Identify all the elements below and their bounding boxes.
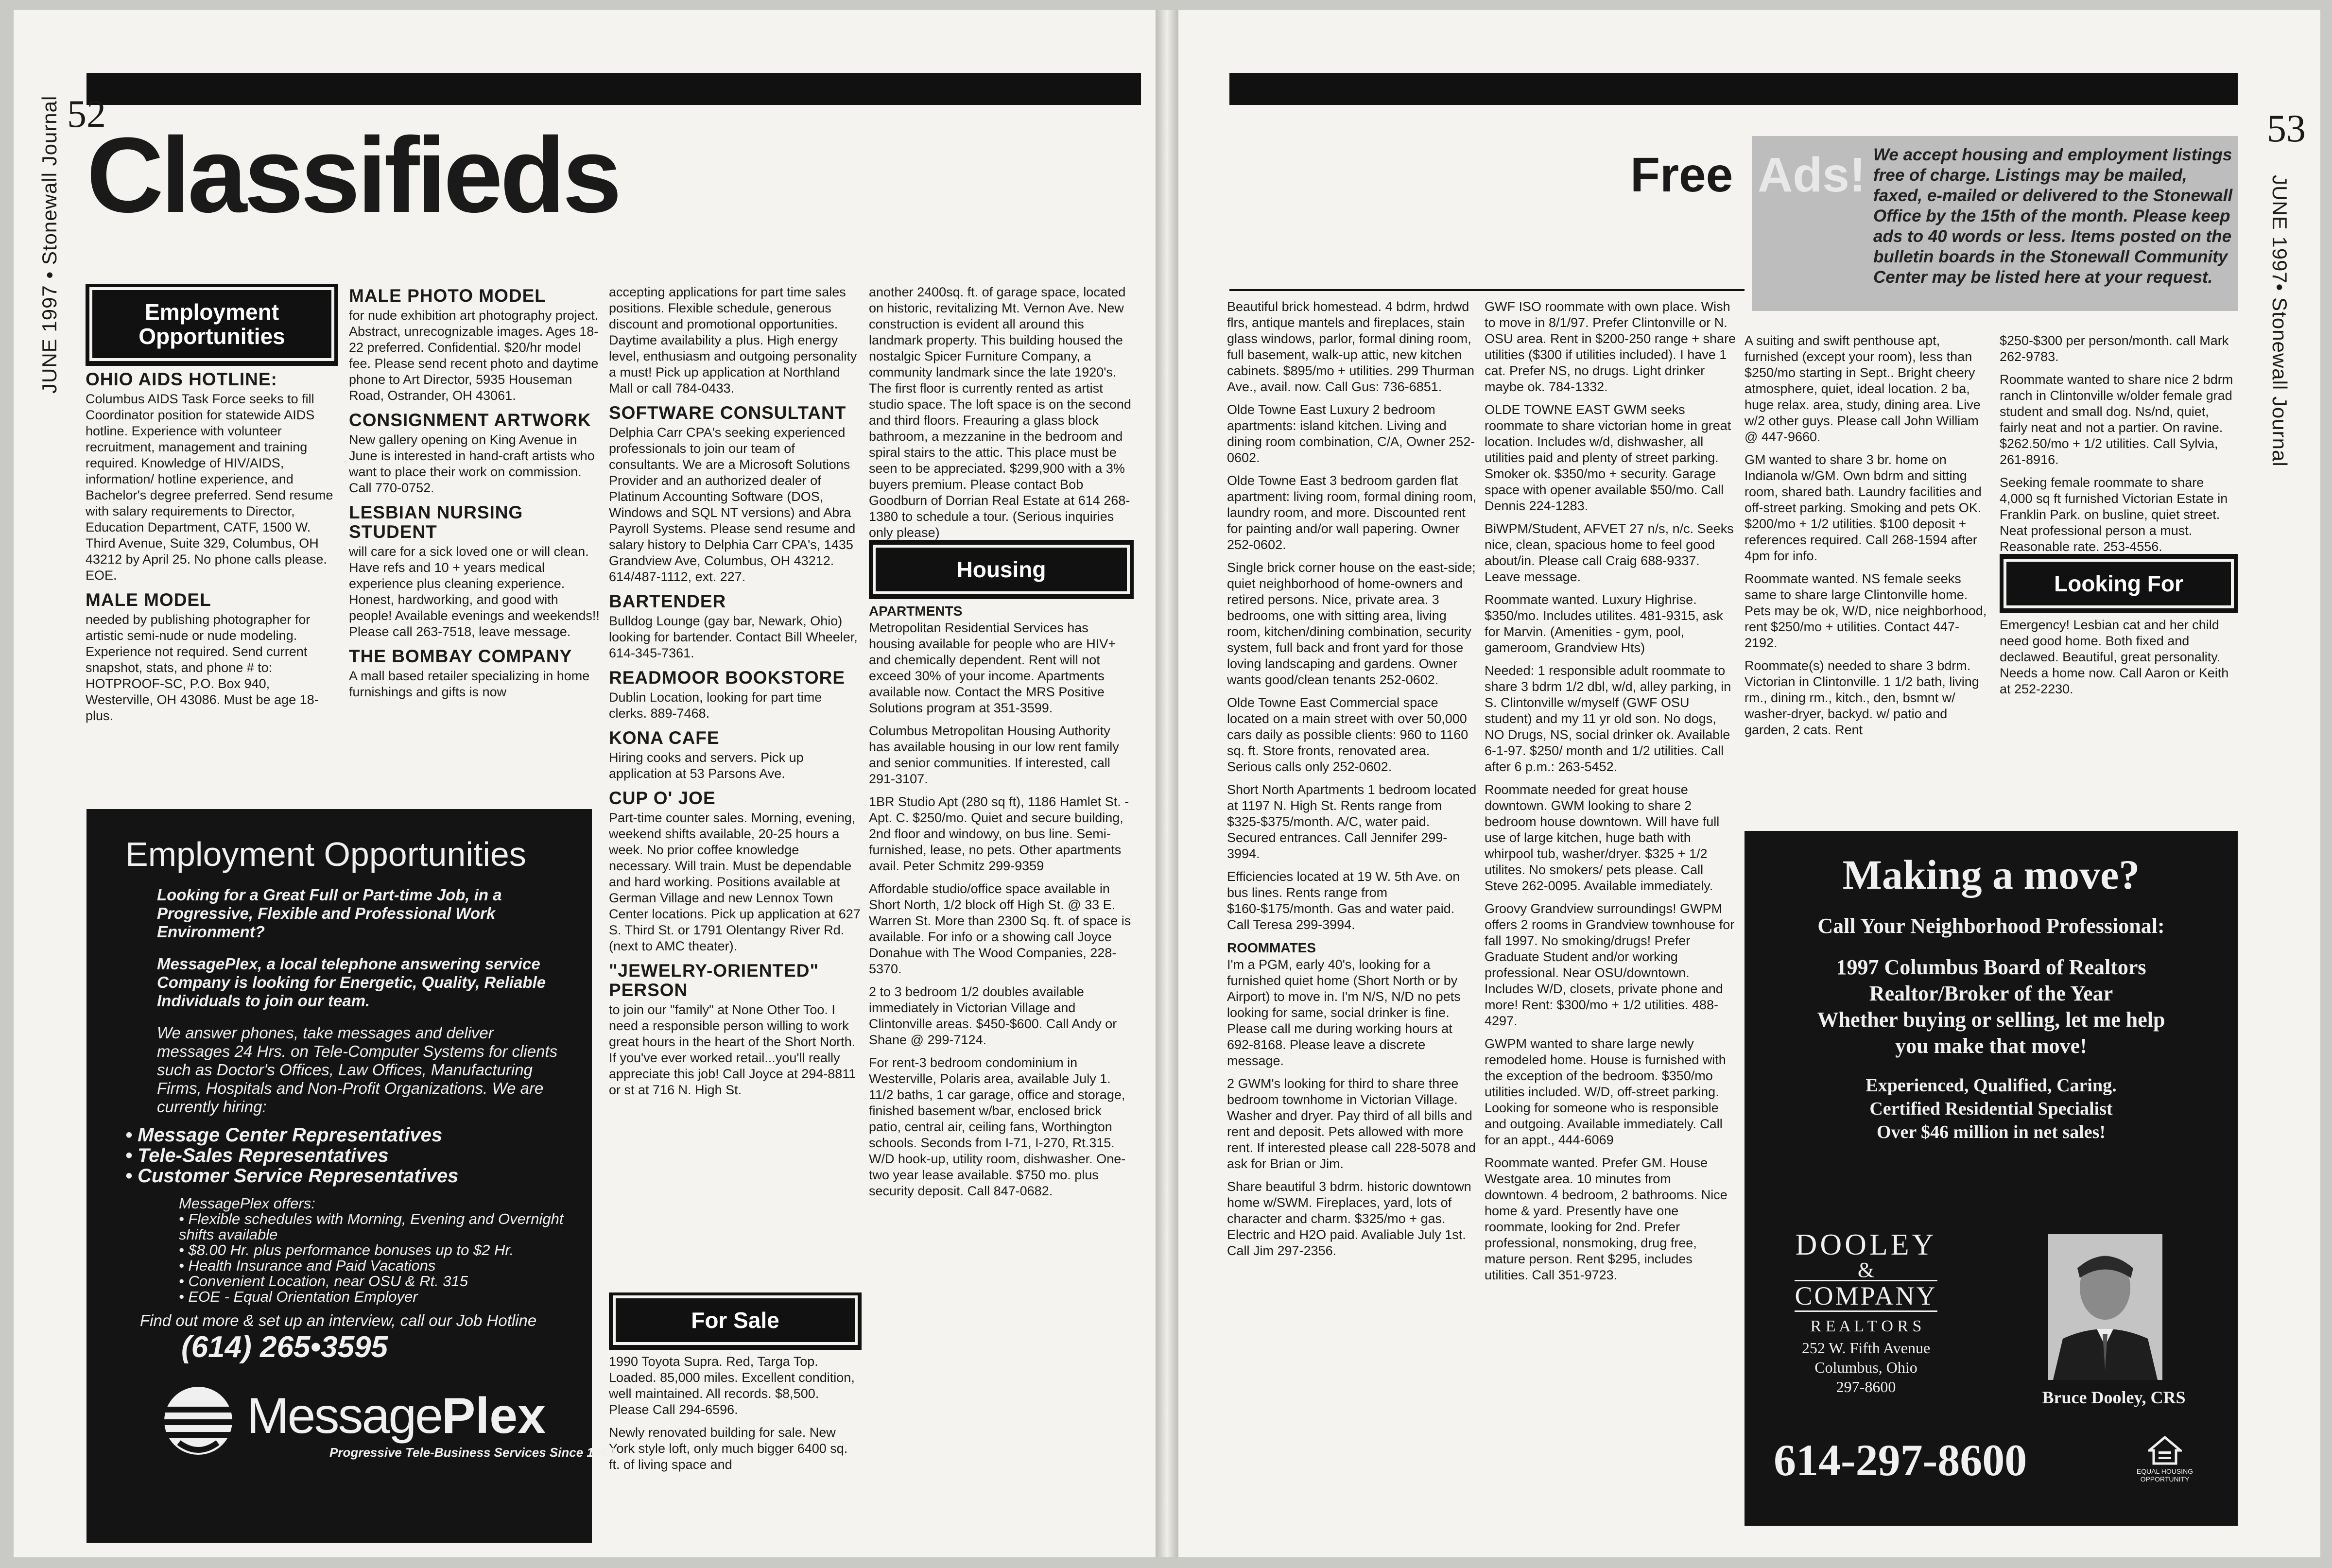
messageplex-globe-icon: [159, 1384, 237, 1457]
messageplex-logo: [125, 1384, 615, 1460]
section-for-sale: For Sale: [616, 1298, 855, 1342]
realtor-phone: 614-297-8600: [1774, 1435, 2027, 1485]
firm-phone: 297-8600: [1836, 1378, 1896, 1396]
ads-label: Ads!: [1758, 148, 1866, 202]
realtor-firm-logo: [1788, 1229, 1944, 1396]
firm-address: 252 W. Fifth Avenue: [1801, 1339, 1931, 1357]
ad-text: Roommate wanted to share nice 2 bdrm ranch in Clintonville w/older female grad student and small dog. Ns/nd, quiet, fairly neat and not a partier. On ravine. $262.50/mo + 1/2 utilities. Call Sylvia, 261-8916.: [2000, 372, 2233, 467]
left-col-4: [869, 284, 1134, 1543]
ad-text: Part-time counter sales. Morning, evening, weekend shifts available, 20-25 hours a week. No prior coffee knowledge necessary. Will train. Must be dependable and hard working. Positions available at German Village and new Lennox Town Center locations. Pick up application at 627 S. Third St. or 1791 Olentangy River Rd. (next to AMC theater).: [609, 810, 861, 953]
firm-city: Columbus, Ohio: [1814, 1359, 1917, 1376]
logo-text-b: Plex: [442, 1388, 546, 1444]
realtor-line: you make that move!: [1895, 1034, 2087, 1058]
page-number: 52: [67, 93, 106, 136]
ad-text: Affordable studio/office space available in Short North, 1/2 block off High St. @ 33 E. Warren St. More than 2300 Sq. ft. of space is available. For info or a showing call Joyce Donahue with The Wood Companies, 228-5370.: [869, 881, 1131, 976]
ad-heading: READMOOR BOOKSTORE: [609, 668, 846, 688]
ad-text: 1BR Studio Apt (280 sq ft), 1186 Hamlet St. - Apt. C. $250/mo. Quiet and secure building, 2nd floor and windowy, on bus line. Semi-furnished, lease, no pets. Other apartments avail. Peter Schmitz 299-9359: [869, 794, 1129, 873]
ad-text: Columbus Metropolitan Housing Authority has available housing in our low rent family and senior communities. If interested, call 291-3107.: [869, 724, 1119, 786]
ad-text: Groovy Grandview surroundings! GWPM offers 2 rooms in Grandview townhouse for fall 1997. No smoking/drugs! Prefer Graduate Student and/or working professional. Near OSU/downtown. Includes W/D, closets, private phone and more! Rent: $300/mo + 1/2 utilities. 488-4297.: [1485, 901, 1735, 1028]
ad-heading: MALE PHOTO MODEL: [349, 286, 546, 306]
position-item: • Tele-Sales Representatives: [125, 1145, 389, 1166]
ad-text: Hiring cooks and servers. Pick up application at 53 Parsons Ave.: [609, 750, 804, 781]
ad-text: 2 to 3 bedroom 1/2 doubles available immediately in Victorian Village and Clintonville areas. $450-$600. Call Andy or Shane @ 299-7124.: [869, 984, 1117, 1047]
realtor-line: Realtor/Broker of the Year: [1869, 982, 2113, 1005]
ad-text: Dublin Location, looking for part time clerks. 889-7468.: [609, 690, 822, 721]
divider: [1229, 289, 1745, 291]
page-title: Classifieds: [86, 115, 619, 235]
firm-name-2: COMPANY: [1795, 1280, 1937, 1312]
ad-text: needed by publishing photographer for artistic semi-nude or nude modeling. Experience not required. Send current snapshot, stats, and phone # to: HOTPROOF-SC, P.O. Box 940, Westerville, OH 43086. Must be age 18-plus.: [86, 612, 319, 723]
realtor-line: Experienced, Qualified, Caring.: [1866, 1075, 2117, 1096]
ad-text: Newly renovated building for sale. New York style loft, only much bigger 6400 sq. ft. of living space and: [609, 1425, 848, 1472]
ad-text: GWF ISO roommate with own place. Wish to move in 8/1/97. Prefer Clintonville or N. OSU area. Rent in $200-250 range + share utilities ($300 if utilities included). I have 1 cat. Prefer NS, no drugs. Light drinker maybe ok. 784-1332.: [1485, 299, 1736, 394]
realtor-line: Over $46 million in net sales!: [1876, 1122, 2106, 1142]
realtor-headline: Making a move?: [1842, 851, 2140, 898]
ad-text: Roommate needed for great house downtown. GWM looking to share 2 bedroom house downtown. Will have full use of large kitchen, huge bath with whirpool tub, washer/dryer. $325 + 1/2 utilites. No smokers/ pets please. Call Steve 262-0095. Available immediately.: [1485, 782, 1720, 893]
logo-tagline: Progressive Tele-Business Services Since 1960: [329, 1445, 615, 1460]
ad-text: Metropolitan Residential Services has housing available for people who are HIV+ and chemically dependent. Rent will not exceed 30% of your income. Apartments available now. Contact the MRS Positive Solutions program at 351-3599.: [869, 620, 1116, 715]
ad-text: Single brick corner house on the east-side; quiet neighborhood of home-owners and retired persons. Nice, private area. 3 bedrooms, one with sitting area, living room, kitchen/dining combination, security system, full back and front yard for those loving landscaping and gardens. Owner wants good/clean tenants 252-0602.: [1227, 560, 1476, 687]
logo-text-a: Message: [247, 1388, 442, 1444]
notice-text: We accept housing and employment listings free of charge. Listings may be mailed, faxed, e-mailed or delivered to the Stonewall Office by the 15th of the month. Please keep ads to 40 words or less. Items posted on the bulletin boards in the Stonewall Community Center may be listed here at your request.: [1873, 145, 2233, 287]
ad-text: Seeking female roommate to share 4,000 sq ft furnished Victorian Estate in Franklin Park. on busline, quiet street. Neat professional person a must. Reasonable rate. 253-4556.: [2000, 475, 2228, 554]
realtor-line: Certified Residential Specialist: [1869, 1099, 2113, 1119]
ad-text: Roommate(s) needed to share 3 bdrm. Victorian in Clintonville. 1 1/2 bath, living rm., dining rm., kitch., den, bsmnt w/ washer-dryer, backyd. w/ patio and garden, 2 cats. Rent: [1745, 658, 1979, 737]
offer-item: • EOE - Equal Orientation Employer: [179, 1288, 418, 1305]
ad-text: GWPM wanted to share large newly remodeled home. House is furnished with the exception of the bedroom. $350/mo utilities included. W/D, off-street parking. Looking for someone who is responsible and outgoing. Available immediately. Call for an appt., 444-6069: [1485, 1036, 1726, 1147]
left-col-2: [349, 284, 602, 794]
offer-item: • Convenient Location, near OSU & Rt. 315: [179, 1273, 468, 1290]
ad-text: A suiting and swift penthouse apt, furnished (except your room), less than $250/mo starting in Sept.. Bright cheery atmosphere, quiet, ideal location. 2 ba, huge relax. area, study, dining area. Live w/2 other guys. Please call John William @ 447-9660.: [1745, 333, 1981, 444]
housing-subhead: APARTMENTS: [869, 603, 963, 619]
ad-text: Short North Apartments 1 bedroom located at 1197 N. High St. Rents range from $325-$375/month. A/C, water paid. Secured entrances. Call Jennifer 299-3994.: [1227, 782, 1477, 861]
ad-heading: THE BOMBAY COMPANY: [349, 646, 572, 666]
for-sale-block: [609, 1292, 862, 1540]
top-rule-bar: [1229, 73, 2238, 105]
ad-text: I'm a PGM, early 40's, looking for a furnished quiet home (Short North or by Airport) to move in. I'm N/S, N/D no pets looking for same, social drinker is fine. Please call me during working hours at 692-8168. Please leave a discrete message.: [1227, 957, 1461, 1068]
ad-desc: MessagePlex, a local telephone answering service Company is looking for Energetic, Quality, Reliable Individuals to join our team.: [157, 955, 546, 1010]
ad-text: 2 GWM's looking for third to share three bedroom townhome in Victorian Village. Washer and dryer. Pay third of all bills and rent and deposit. Pets allowed with more rent. If interested please call 228-5078 and ask for Brian or Jim.: [1227, 1076, 1476, 1171]
ad-heading: BARTENDER: [609, 591, 726, 611]
ad-text: New gallery opening on King Avenue in June is interested in hand-craft artists who want to place their work on commission. Call 770-0752.: [349, 432, 595, 495]
page-number: 53: [2267, 107, 2306, 150]
ad-text: Roommate wanted. Prefer GM. House Westgate area. 10 minutes from downtown. 4 bedroom, 2 bathrooms. Nice home & yard. Presently have one roommate, looking for 2nd. Prefer professional, nonsmoking, drug free, mature person. Rent $295, includes utilities. Call 351-9723.: [1485, 1155, 1727, 1282]
ad-phone: (614) 265•3595: [181, 1330, 388, 1364]
ad-desc-2: We answer phones, take messages and deliver messages 24 Hrs. on Tele-Computer Systems for clients such as Doctor's Offices, Law Offices, Manufacturing Firms, Hospitals and Non-Profit Organizations. We are currently hiring:: [157, 1024, 558, 1116]
ad-heading: CUP O' JOE: [609, 788, 716, 808]
agent-photo: [2048, 1234, 2162, 1380]
free-label: Free: [1630, 148, 1733, 202]
ad-text: will care for a sick loved one or will clean. Have refs and 10 + years medical experience plus cleaning experience. Honest, hardworking, and good with people! Available evenings and weekends!! Please call 263-7518, leave message.: [349, 544, 600, 639]
ad-text: Bulldog Lounge (gay bar, Newark, Ohio) looking for bartender. Contact Bill Wheeler, 614-345-7361.: [609, 614, 858, 660]
ad-text: OLDE TOWNE EAST GWM seeks roommate to share victorian home in great location. Includes w/d, dishwasher, all utilities paid and plenty of street parking. Smoker ok. $350/mo + security. Garage space with opener available $50/mo. Call Dennis 224-1283.: [1485, 402, 1731, 513]
ad-text: $250-$300 per person/month. call Mark 262-9783.: [2000, 333, 2229, 364]
eho-text: EQUAL HOUSING OPPORTUNITY: [2136, 1467, 2194, 1483]
realtor-line: Whether buying or selling, let me help: [1817, 1008, 2165, 1032]
agent-portrait-icon: [2048, 1234, 2162, 1380]
ad-intro: Looking for a Great Full or Part-time Job, in a Progressive, Flexible and Professional Work Environment?: [157, 886, 502, 941]
page-side-text: JUNE 1997• Stonewall Journal: [2268, 175, 2291, 467]
ad-text: Delphia Carr CPA's seeking experienced professionals to join our team of consultants. We are a Microsoft Solutions Provider and an authorized dealer of Platinum Accounting Software (DOS, Windows and SQL NT versions) and Abra Payroll Systems. Please send resume and salary history to Delphia Carr CPA's, 1435 Grandview Ave, Columbus, OH 43212. 614/487-1112, ext. 227.: [609, 425, 856, 584]
right-col-2: [1485, 299, 1737, 1540]
ad-cta: Find out more & set up an interview, call our Job Hotline: [140, 1311, 537, 1329]
roommates-subhead: ROOMMATES: [1227, 940, 1316, 955]
realtor-line: Call Your Neighborhood Professional:: [1817, 914, 2165, 938]
ad-text: Olde Towne East Commercial space located on a main street with over 50,000 cars daily as possible clients: 960 to 1160 sq. ft. Store fronts, renovated area. Serious calls only 252-0602.: [1227, 695, 1468, 774]
equal-housing-logo: [2128, 1436, 2201, 1483]
ad-text: Olde Towne East Luxury 2 bedroom apartments: island kitchen. Living and dining room combination, C/A, Owner 252-0602.: [1227, 402, 1475, 465]
ad-text: Efficiencies located at 19 W. 5th Ave. on bus lines. Rents range from $160-$175/month. Gas and water paid. Call Teresa 299-3994.: [1227, 869, 1460, 932]
agent-name: Bruce Dooley, CRS: [2042, 1388, 2186, 1407]
ad-text: Columbus AIDS Task Force seeks to fill Coordinator position for statewide AIDS hotline. Experience with volunteer recruitment, management and training required. Knowledge of HIV/AIDS, information/ hotline experience, and Bachelor's degree preferred. Send resume with salary requirements to Director, Education Department, CATF, 1500 W. Third Avenue, Suite 329, Columbus, OH 43212 by April 25. No phone calls please. EOE.: [86, 392, 333, 583]
ad-text: Olde Towne East 3 bedroom garden flat apartment: living room, formal dining room, laundry room, and more. Discounted rent for painting and/or wall papering. Owner 252-0602.: [1227, 473, 1477, 552]
ad-text: Needed: 1 responsible adult roommate to share 3 bdrm 1/2 dbl, w/d, alley parking, in S. Clintonville w/myself (GWF OSU student) and my 11 yr old son. No dogs, NO Drugs, NS, social drinker ok. Available 6-1-97. $250/ month and 1/2 utilities. Call after 6 p.m.: 263-5452.: [1485, 663, 1731, 774]
ad-text: Share beautiful 3 bdrm. historic downtown home w/SWM. Fireplaces, yard, lots of character and charm. $325/mo + gas. Electric and H2O paid. Avaliable July 1st. Call Jim 297-2356.: [1227, 1179, 1471, 1258]
left-page: [14, 10, 1156, 1557]
firm-amp: &: [1857, 1258, 1875, 1282]
book-spine: [1156, 10, 1178, 1557]
equal-housing-icon: [2148, 1436, 2182, 1465]
ad-title: Employment Opportunities: [125, 835, 526, 873]
ad-heading: LESBIAN NURSING STUDENT: [349, 502, 523, 542]
ad-heading: MALE MODEL: [86, 590, 211, 610]
left-col-3: [609, 284, 862, 1305]
firm-name-3: R E A L T O R S: [1810, 1317, 1922, 1335]
offer-item: • $8.00 Hr. plus performance bonuses up to $2 Hr.: [179, 1241, 514, 1258]
ad-heading: KONA CAFE: [609, 728, 720, 748]
section-housing: Housing: [876, 548, 1127, 591]
ad-text: Roommate wanted. Luxury Highrise. $350/mo. Includes utilites. 481-9315, ask for Marvin. (Amenities - gym, pool, gameroom, Grandview Hts): [1485, 592, 1723, 655]
firm-name-1: DOOLEY: [1795, 1228, 1937, 1261]
ad-text: GM wanted to share 3 br. home on Indianola w/GM. Own bdrm and sitting room, shared bath. Laundry facilities and off-street parking. Smoking and pets OK. $200/mo + 1/2 utilities. $100 deposit + references required. Call 268-1594 after 4pm for info.: [1745, 452, 1982, 563]
ad-heading: "JEWELRY-ORIENTED" PERSON: [609, 961, 819, 1000]
messageplex-ad: [86, 809, 615, 1543]
ad-text: BiWPM/Student, AFVET 27 n/s, n/c. Seeks nice, clean, spacious home to feel good about/in. Please call Craig 688-9337. Leave message.: [1485, 521, 1734, 584]
right-col-3: [1745, 333, 1987, 819]
position-item: • Customer Service Representatives: [125, 1165, 459, 1187]
right-col-1: [1227, 299, 1477, 1540]
realtor-line: 1997 Columbus Board of Realtors: [1836, 955, 2146, 979]
ad-text: 1990 Toyota Supra. Red, Targa Top. Loaded. 85,000 miles. Excellent condition, well maintained. All records. $8,500. Please Call 294-6596.: [609, 1354, 855, 1417]
realtor-ad: [1745, 831, 2238, 1526]
page-side-text: JUNE 1997 • Stonewall Journal: [38, 95, 61, 394]
ad-text: accepting applications for part time sales positions. Flexible schedule, generous discount and promotional opportunities. Daytime availability a plus. High energy level, enthusiasm and outgoing personality a must! Pick up application at Northland Mall or call 784-0433.: [609, 285, 857, 396]
ad-text: to join our "family" at None Other Too. I need a responsible person willing to work great hours in the heart of the Short North. If you've ever worked retail...you'll really appreciate this job! Call Joyce at 294-8811 or st at 716 N. High St.: [609, 1002, 856, 1097]
offers-label: MessagePlex offers:: [179, 1195, 315, 1212]
left-col-1: [86, 284, 338, 794]
top-rule-bar: [86, 73, 1141, 105]
section-employment: Employment Opportunities: [92, 290, 331, 358]
offer-item: • Health Insurance and Paid Vacations: [179, 1257, 436, 1274]
ad-text: another 2400sq. ft. of garage space, located on historic, revitalizing Mt. Vernon Ave. New construction is evident all around this landmark property. This building housed the nostalgic Spicer Furniture Company, a community landmark since the late 1920's. The first floor is currently rented as artist studio space. The loft space is on the second and third floors. Freauring a glass block bathroom, a mezzanine in the bedroom and spiral stairs to the attic. This place must be seen to be appreciated. $299,900 with a 3% buyers premium. Please contact Bob Goodburn of Dorrian Real Estate at 614 268-1380 to schedule a tour. (Serious inquiries only please): [869, 285, 1131, 540]
right-page: [1178, 10, 2320, 1557]
position-item: • Message Center Representatives: [125, 1124, 443, 1146]
ad-heading: CONSIGNMENT ARTWORK: [349, 410, 591, 430]
ad-text: Beautiful brick homestead. 4 bdrm, hrdwd flrs, antique mantels and fireplaces, stain glass windows, parlor, formal dining room, full basement, walk-up attic, new kitchen cabinets. $895/mo + utilities. 299 Thurman Ave., avail. now. Call Gus: 736-6851.: [1227, 299, 1475, 394]
ad-text: for nude exhibition art photography project. Abstract, unrecognizable images. Ages 18-22 preferred. Confidential. $20/hr model fee. Please send recent photo and daytime phone to Art Director, 5935 Houseman Road, Ostrander, OH 43061.: [349, 308, 599, 403]
ad-text: Roommate wanted. NS female seeks same to share large Clintonville home. Pets may be ok, W/D, nice neighborhood, rent $250/mo + utilities. Contact 447-2192.: [1745, 571, 1987, 650]
ad-text: Emergency! Lesbian cat and her child need good home. Both fixed and declawed. Beautiful, great personality. Needs a home now. Call Aaron or Keith at 252-2230.: [2000, 618, 2229, 696]
ad-text: A mall based retailer specializing in home furnishings and gifts is now: [349, 669, 590, 699]
offer-item: • Flexible schedules with Morning, Evening and Overnight shifts available: [179, 1210, 564, 1243]
logo-text: [247, 1389, 546, 1443]
right-col-4: [2000, 333, 2238, 819]
section-looking-for: Looking For: [2006, 562, 2231, 605]
ad-text: For rent-3 bedroom condominium in Westerville, Polaris area, available July 1. 11/2 baths, 1 car garage, office and storage, finished basement w/bar, enclosed brick patio, central air, ceiling fans, Worthington schools. Seconds from I-71, I-270, Rt.315. W/D hook-up, utility room, dishwasher. One-two year lease available. $750 mo. plus security deposit. Call 847-0682.: [869, 1055, 1126, 1198]
ad-heading: OHIO AIDS HOTLINE:: [86, 369, 277, 389]
ad-heading: SOFTWARE CONSULTANT: [609, 403, 846, 423]
